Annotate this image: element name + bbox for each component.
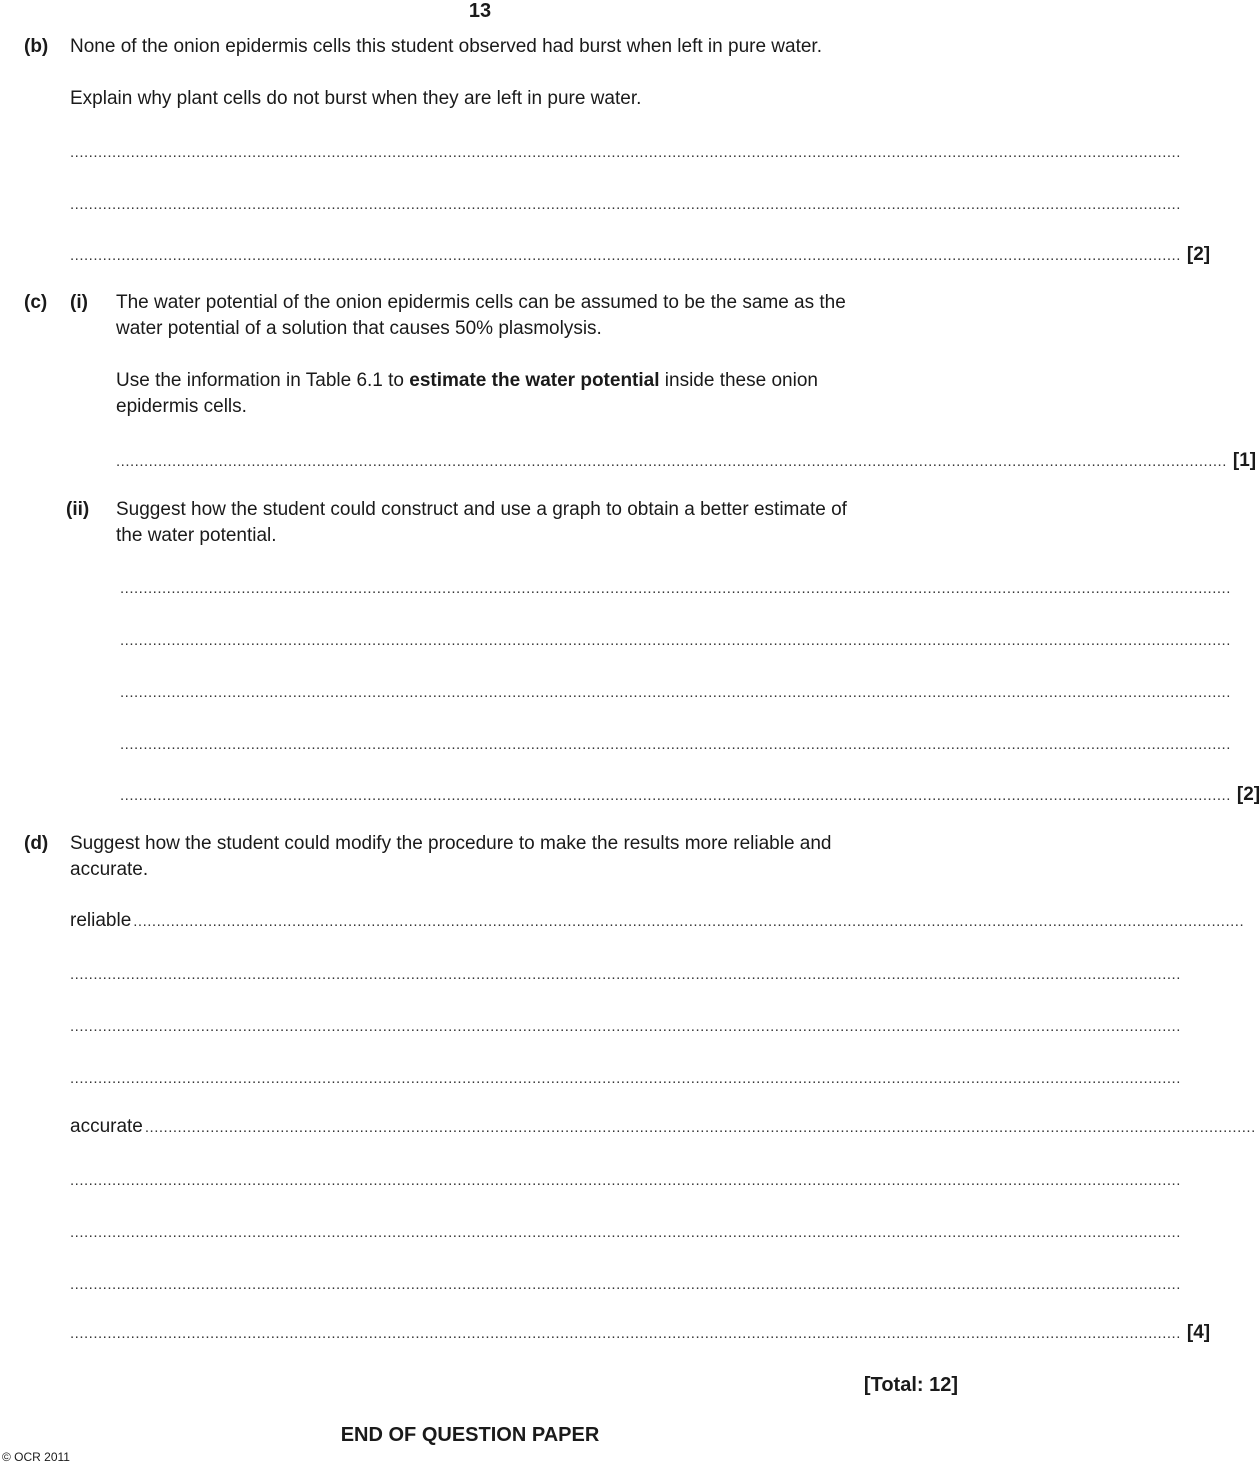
answer-dots: .............................................................................................................................................................................................................................................. [70, 1325, 1181, 1342]
answer-dots: .............................................................................................................................................................................................................................................. [133, 913, 1245, 930]
accurate-label: accurate [70, 1116, 143, 1137]
answer-line-with-marks[interactable] [70, 1318, 1211, 1344]
part-c-i-text-1: The water potential of the onion epidermis cells can be assumed to be the same as the [116, 292, 846, 313]
marks-c-i: [1] [1232, 450, 1257, 471]
instruction-bold: estimate the water potential [409, 370, 660, 391]
page-number: 13 [468, 0, 492, 22]
answer-line[interactable]: .............................................................................................................................................................................................................................................. [120, 580, 1231, 597]
end-of-paper: END OF QUESTION PAPER [340, 1424, 600, 1446]
reliable-label: reliable [70, 910, 132, 931]
answer-line[interactable]: .............................................................................................................................................................................................................................................. [120, 632, 1231, 649]
part-c-ii-text-1: Suggest how the student could construct and use a graph to obtain a better estimate of [116, 499, 847, 520]
part-c-i-label: (i) [70, 292, 88, 313]
answer-line[interactable]: .............................................................................................................................................................................................................................................. [70, 1224, 1181, 1241]
part-c-i-text-2: water potential of a solution that causes 50% plasmolysis. [116, 318, 602, 339]
part-d-text-2: accurate. [70, 859, 149, 880]
part-b-statement: None of the onion epidermis cells this student observed had burst when left in pure water. [70, 36, 822, 57]
part-c-ii-label: (ii) [66, 499, 90, 520]
answer-line[interactable]: .............................................................................................................................................................................................................................................. [70, 1172, 1181, 1189]
part-c-i-instruction-2: epidermis cells. [116, 396, 247, 417]
answer-line[interactable]: .............................................................................................................................................................................................................................................. [70, 196, 1181, 213]
part-c-ii-text-2: the water potential. [116, 525, 277, 546]
answer-line[interactable]: .............................................................................................................................................................................................................................................. [70, 1276, 1181, 1293]
accurate-answer-line[interactable] [70, 1112, 1256, 1138]
marks-c-ii: [2] [1236, 784, 1260, 805]
answer-line-with-marks[interactable] [120, 780, 1260, 806]
answer-line[interactable]: .............................................................................................................................................................................................................................................. [70, 966, 1181, 983]
part-b-label: (b) [24, 36, 49, 57]
answer-dots: .............................................................................................................................................................................................................................................. [116, 453, 1227, 470]
answer-line[interactable]: .............................................................................................................................................................................................................................................. [120, 736, 1231, 753]
part-d-label: (d) [24, 833, 49, 854]
answer-line[interactable]: .............................................................................................................................................................................................................................................. [70, 1070, 1181, 1087]
answer-line-with-marks[interactable] [116, 446, 1257, 472]
instruction-pre: Use the information in Table 6.1 to [116, 370, 410, 391]
answer-line[interactable]: .............................................................................................................................................................................................................................................. [70, 1018, 1181, 1035]
part-b-question: Explain why plant cells do not burst when they are left in pure water. [70, 88, 642, 109]
answer-dots: .............................................................................................................................................................................................................................................. [120, 787, 1231, 804]
part-d-text-1: Suggest how the student could modify the procedure to make the results more reliable and [70, 833, 832, 854]
part-c-label: (c) [24, 292, 48, 313]
marks-b: [2] [1186, 244, 1211, 265]
total-marks: [Total: 12] [863, 1374, 958, 1396]
instruction-post: inside these onion [659, 370, 818, 391]
answer-dots: .............................................................................................................................................................................................................................................. [144, 1119, 1256, 1136]
answer-dots: .............................................................................................................................................................................................................................................. [70, 247, 1181, 264]
answer-line[interactable]: .............................................................................................................................................................................................................................................. [120, 684, 1231, 701]
copyright: © OCR 2011 [2, 1450, 70, 1464]
marks-d: [4] [1186, 1322, 1211, 1343]
part-c-i-instruction [116, 370, 818, 392]
reliable-answer-line[interactable] [70, 906, 1245, 932]
answer-line-with-marks[interactable] [70, 240, 1211, 266]
answer-line[interactable]: .............................................................................................................................................................................................................................................. [70, 144, 1181, 161]
